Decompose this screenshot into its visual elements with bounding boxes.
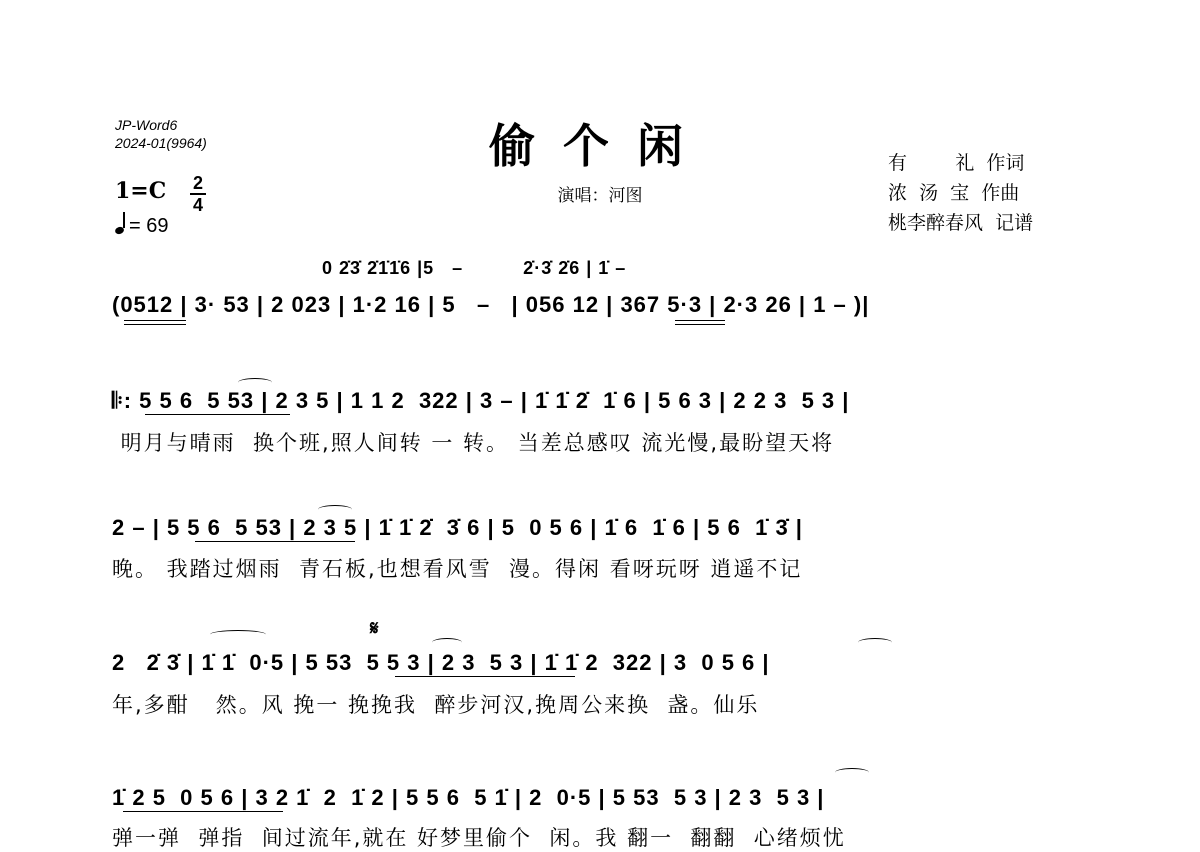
- underline: [195, 541, 355, 542]
- intro-lower-staff: (0512 | 3· 53 | 2 023 | 1·2 16 | 5 – | 056 12 | 367 5·3 | 2·3 26 | 1 – )|: [112, 292, 870, 317]
- underline: [145, 414, 290, 415]
- time-signature-top: 2: [192, 173, 203, 193]
- lyricist-credit: 有 礼 作词: [888, 152, 1025, 174]
- intro-upper-staff: 0 2̇3̇ 2̇1̇1̇6 |5 – 2̇·3̇ 2̇6 | 1̇ –: [112, 258, 627, 278]
- tempo-marking: [115, 215, 168, 238]
- transcriber-credit: 桃李醉春风 记谱: [888, 212, 1034, 234]
- tempo-value: = 69: [129, 215, 169, 237]
- time-signature: [190, 174, 206, 214]
- tie-mark: [210, 630, 266, 639]
- underline: [675, 324, 725, 325]
- composer-credit: 浓 汤 宝 作曲: [888, 182, 1020, 204]
- underline: [395, 676, 575, 677]
- time-signature-bottom: 4: [192, 195, 203, 215]
- lyric-line-3: 年,多酣 然。风 挽一 挽挽我 醉步河汉,挽周公来换 盏。仙乐: [112, 693, 760, 717]
- credits-block: [888, 148, 1033, 238]
- singer-label: 演唱：河图: [557, 186, 643, 206]
- slur-mark: [238, 378, 272, 387]
- slur-mark: [432, 638, 462, 647]
- key-signature: 1=C: [115, 178, 167, 204]
- segno-icon: 𝄋: [370, 616, 379, 640]
- software-label: JP-Word6: [115, 117, 178, 133]
- slur-mark: [835, 768, 869, 777]
- lyric-line-4: 弹一弹 弹指 间过流年,就在 好梦里偷个 闲。我 翻一 翻翻 心绪烦忧: [112, 826, 846, 850]
- underline: [124, 320, 186, 321]
- lyric-line-2: 晚。 我踏过烟雨 青石板,也想看风雪 漫。得闲 看呀玩呀 逍遥不记: [112, 557, 803, 581]
- underline: [675, 320, 725, 321]
- slur-mark: [858, 638, 892, 647]
- slur-mark: [318, 505, 352, 514]
- page-title: 偷个闲: [489, 119, 711, 173]
- score-line-3: 2 2̇ 3̇ | 1̇ 1̇ 0·5 | 5 53 5 5 3 | 2 3 5 3 | 1̇ 1̇ 2 322 | 3 0 5 6 |: [112, 650, 770, 675]
- underline: [124, 324, 186, 325]
- underline: [123, 811, 283, 812]
- quarter-note-stem: [123, 212, 125, 228]
- score-line-1: 𝄆: 5 5 6 5 53 | 2 3 5 | 1 1 2 322 | 3 – | 1̇ 1̇ 2̇ 1̇ 6 | 5 6 3 | 2 2 3 5 3 |: [112, 388, 850, 413]
- lyric-line-1: 明月与晴雨 换个班,照人间转 一 转。 当差总感叹 流光慢,最盼望天将: [112, 431, 835, 455]
- score-line-4: 1̇ 2 5 0 5 6 | 3 2 1̇ 2 1̇ 2 | 5 5 6 5 1̇ | 2 0·5 | 5 53 5 3 | 2 3 5 3 |: [112, 785, 825, 810]
- score-line-2: 2 – | 5 5 6 5 53 | 2 3 5 | 1̇ 1̇ 2̇ 3̇ 6 | 5 0 5 6 | 1̇ 6 1̇ 6 | 5 6 1̇ 3̇ |: [112, 515, 803, 540]
- version-label: 2024-01(9964): [115, 135, 207, 151]
